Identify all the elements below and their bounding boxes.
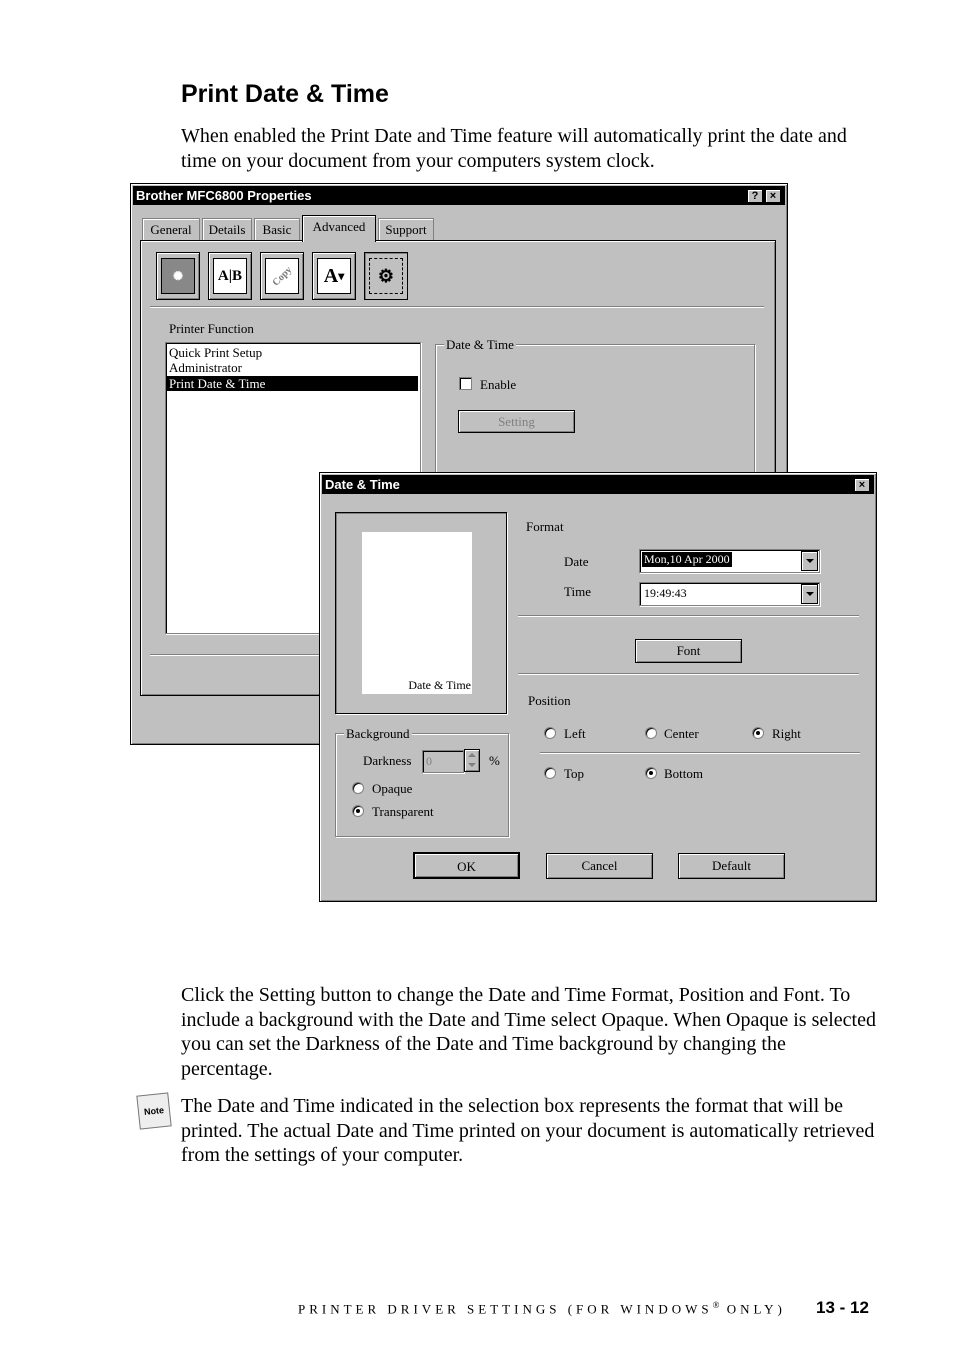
note-paragraph: The Date and Time indicated in the selection box represents the format that will be printed. The actual Date and Time printed on your document is automatically retrieved from the settings of your computer. xyxy=(181,1095,875,1166)
text-options-icon[interactable]: A|B xyxy=(208,252,252,300)
cancel-button[interactable]: Cancel xyxy=(546,853,653,879)
time-value: 19:49:43 xyxy=(644,586,687,600)
note-icon xyxy=(136,1092,171,1129)
list-item-quick-print[interactable]: Quick Print Setup xyxy=(169,345,263,360)
darkness-value: 0 xyxy=(426,754,432,768)
format-label: Format xyxy=(526,519,564,534)
enable-label: Enable xyxy=(480,377,517,392)
position-bottom-radio[interactable] xyxy=(645,767,657,779)
default-button[interactable]: Default xyxy=(678,853,785,879)
font-button[interactable]: Font xyxy=(635,639,742,663)
close-icon[interactable]: × xyxy=(854,478,870,492)
printer-function-icon[interactable]: ⚙ xyxy=(364,252,408,300)
registered-mark: ® xyxy=(712,1300,720,1310)
position-bottom-label: Bottom xyxy=(664,766,704,781)
graphics-quality-icon[interactable]: ✺ xyxy=(156,252,200,300)
properties-titlebar xyxy=(133,186,785,205)
chevron-down-icon xyxy=(468,763,476,767)
position-separator xyxy=(540,752,860,754)
date-value: Mon,10 Apr 2000 xyxy=(644,552,730,566)
position-label: Position xyxy=(528,693,571,708)
date-time-title: Date & Time xyxy=(325,477,400,492)
footer-text: PRINTER DRIVER SETTINGS (FOR WINDOWS xyxy=(298,1301,713,1317)
opaque-radio[interactable] xyxy=(352,782,364,794)
position-center-label: Center xyxy=(664,726,699,741)
darkness-input[interactable] xyxy=(422,750,464,773)
date-label: Date xyxy=(564,554,589,569)
intro-paragraph: When enabled the Print Date and Time feature will automatically print the date and time on your document from your computers system clock. xyxy=(181,125,847,172)
date-time-group-label: Date & Time xyxy=(446,337,514,352)
opaque-label: Opaque xyxy=(372,781,413,796)
position-top-radio[interactable] xyxy=(544,767,556,779)
chevron-down-icon[interactable] xyxy=(801,584,818,604)
background-group-label: Background xyxy=(346,726,410,741)
position-top-label: Top xyxy=(564,766,585,781)
bottom-separator xyxy=(150,654,320,656)
position-center-radio[interactable] xyxy=(645,727,657,739)
position-right-label: Right xyxy=(772,726,801,741)
position-left-radio[interactable] xyxy=(544,727,556,739)
footer xyxy=(298,1300,786,1317)
printer-function-label: Printer Function xyxy=(169,321,254,336)
date-time-titlebar xyxy=(322,475,874,494)
setting-button[interactable]: Setting xyxy=(458,410,575,433)
preview-text: Date & Time xyxy=(408,678,471,692)
darkness-stepper[interactable] xyxy=(464,749,480,772)
properties-title: Brother MFC6800 Properties xyxy=(136,188,312,203)
font-separator xyxy=(518,673,859,675)
preview-frame xyxy=(335,512,507,714)
transparent-radio[interactable] xyxy=(352,805,364,817)
font-substitution-icon[interactable]: A ▾ xyxy=(312,252,356,300)
tab-general[interactable]: General xyxy=(142,218,200,240)
transparent-label: Transparent xyxy=(372,804,434,819)
ok-button[interactable]: OK xyxy=(413,852,520,879)
time-label: Time xyxy=(564,584,591,599)
enable-checkbox[interactable] xyxy=(459,377,472,390)
page-number: 13 - 12 xyxy=(816,1298,869,1317)
date-dropdown[interactable] xyxy=(639,549,820,573)
tab-support[interactable]: Support xyxy=(378,218,434,240)
body-paragraph: Click the Setting button to change the Date and Time Format, Position and Font. To include a background with the Date and Time select Opaque. When Opaque is selected you can set the Darkness of the Date and Time background by changing the percentage. xyxy=(181,984,876,1080)
icon-separator xyxy=(150,306,764,308)
position-right-radio[interactable] xyxy=(752,727,764,739)
list-item-print-date-time[interactable]: Print Date & Time xyxy=(167,376,418,391)
preview-page xyxy=(362,532,472,694)
footer-end: ONLY) xyxy=(719,1301,786,1317)
chevron-down-icon[interactable] xyxy=(801,551,818,571)
tab-basic[interactable]: Basic xyxy=(254,218,300,240)
close-icon[interactable]: × xyxy=(765,189,781,203)
percent-label: % xyxy=(489,753,500,768)
note-icon-label: Note xyxy=(143,1104,165,1118)
chevron-up-icon xyxy=(468,753,476,757)
tab-advanced[interactable]: Advanced xyxy=(302,215,376,242)
position-left-label: Left xyxy=(564,726,586,741)
time-dropdown[interactable] xyxy=(639,582,820,606)
list-item-administrator[interactable]: Administrator xyxy=(169,360,242,375)
page-heading: Print Date & Time xyxy=(181,80,389,108)
format-separator xyxy=(518,615,859,617)
tab-details[interactable]: Details xyxy=(202,218,252,240)
help-button[interactable]: ? xyxy=(747,189,763,203)
darkness-label: Darkness xyxy=(363,753,412,768)
watermark-icon[interactable]: Copy xyxy=(260,252,304,300)
